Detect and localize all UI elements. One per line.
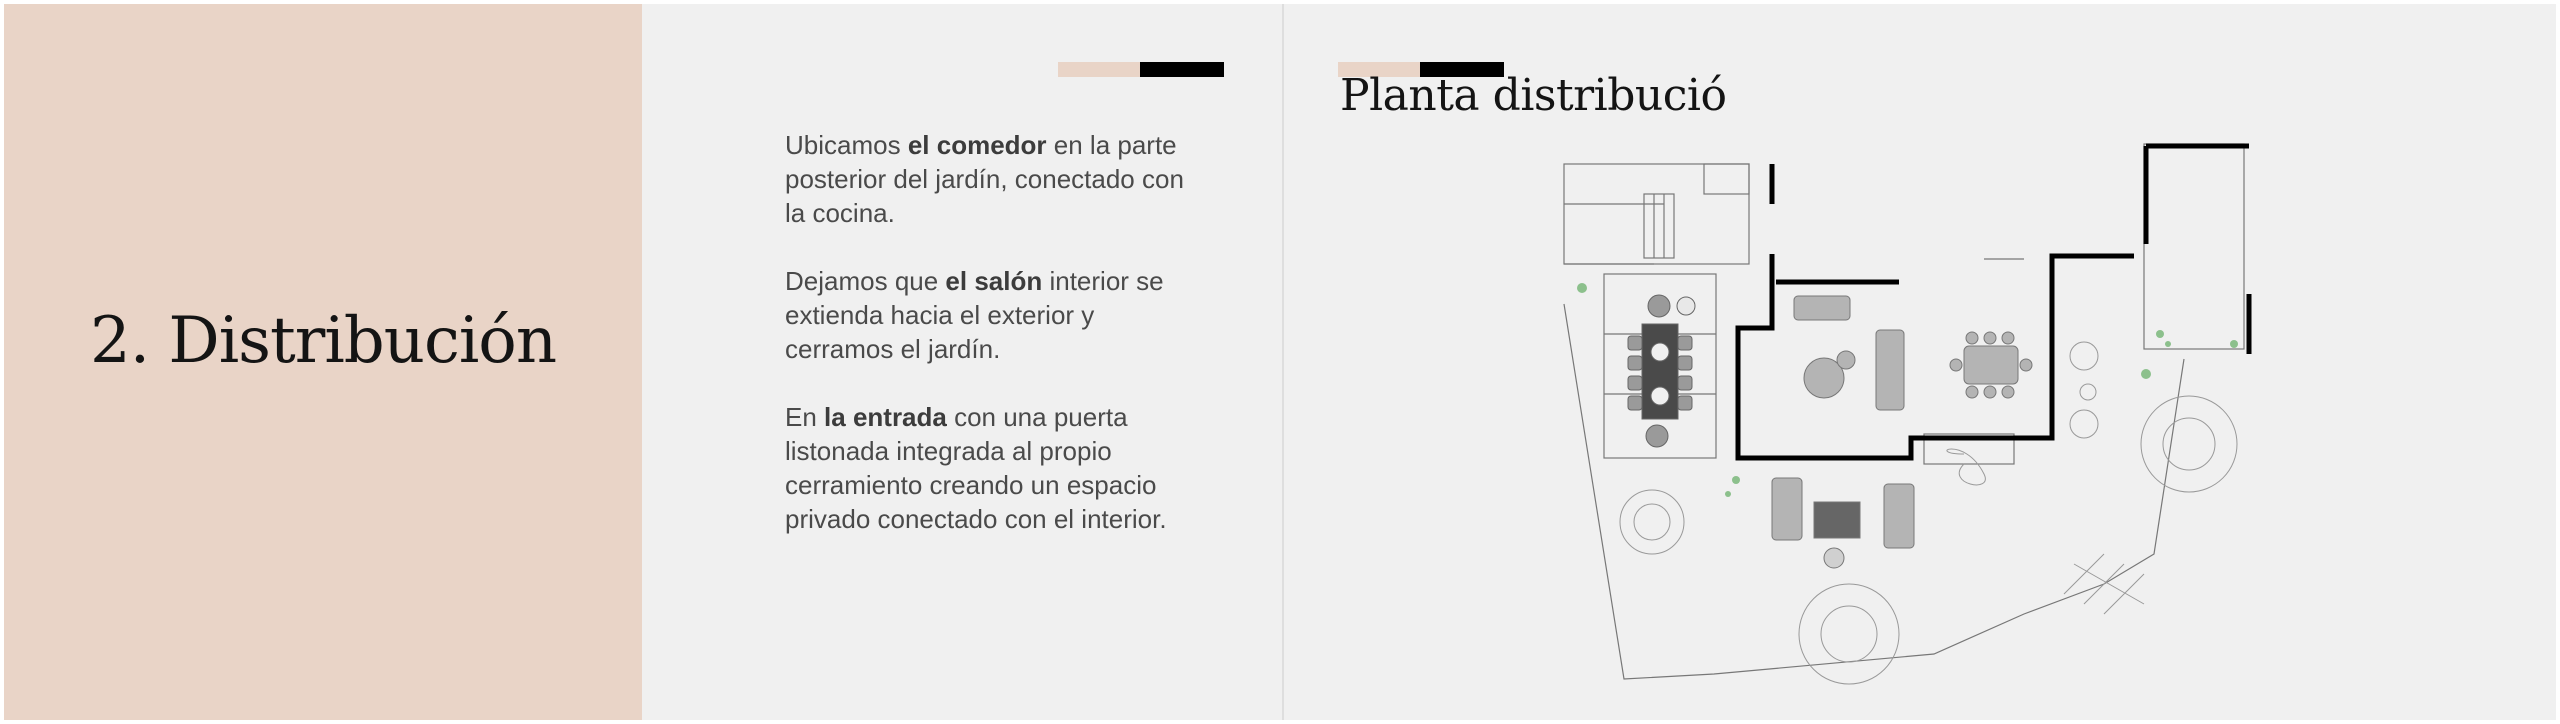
accent-bar-text bbox=[1058, 62, 1224, 77]
description-text bbox=[785, 128, 1205, 570]
plan-title: Planta distribució bbox=[1340, 70, 1727, 121]
accent-pink bbox=[1058, 62, 1140, 77]
paragraph-comedor: Ubicamos el comedor en la parte posterior del jardín, conectado con la cocina. bbox=[785, 130, 1184, 228]
page-divider bbox=[1282, 4, 1284, 720]
accent-black bbox=[1140, 62, 1224, 77]
floor-plan-drawing bbox=[1544, 134, 2274, 694]
section-title: 2. Distribución bbox=[89, 304, 557, 378]
paragraph-salon: Dejamos que el salón interior se extienda hacia el exterior y cerramos el jardín. bbox=[785, 266, 1164, 364]
section-panel bbox=[4, 4, 642, 720]
paragraph-entrada: En la entrada con una puerta listonada integrada al propio cerramiento creando un espacio privado conectado con el interior. bbox=[785, 402, 1167, 534]
slide bbox=[4, 4, 2556, 720]
